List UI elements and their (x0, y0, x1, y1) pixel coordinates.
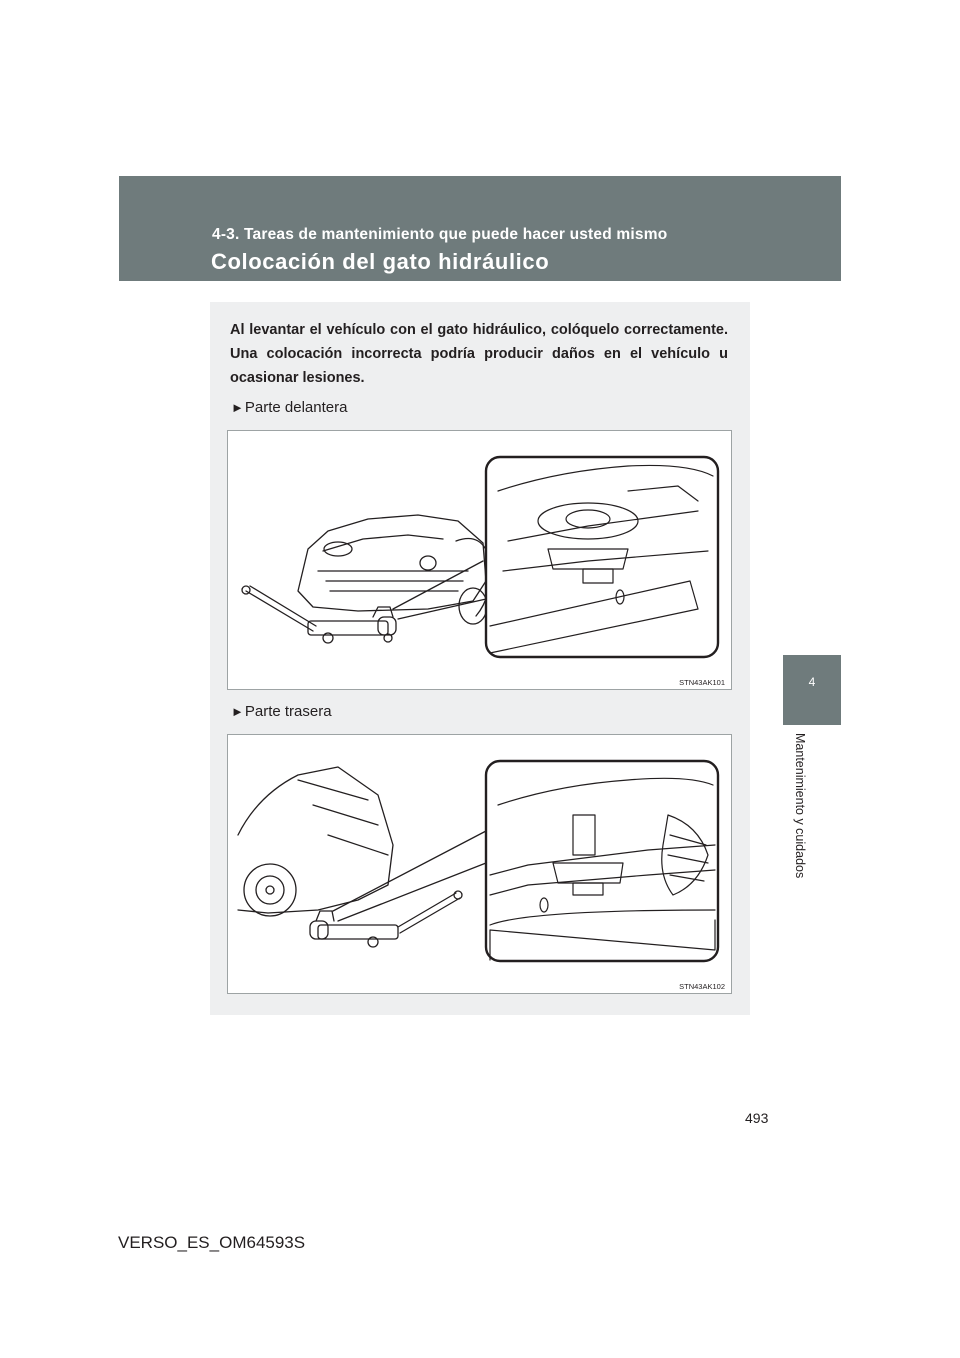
front-figure-code: STN43AK101 (679, 678, 725, 687)
right-pointer-icon: ► (231, 704, 244, 719)
right-pointer-icon: ► (231, 400, 244, 415)
rear-label-text: Parte trasera (244, 703, 332, 720)
rear-jack-drawing (228, 735, 733, 995)
chapter-title: Mantenimiento y cuidados (793, 733, 807, 879)
section-heading: 4-3. Tareas de mantenimiento que puede hacer usted mismo (212, 226, 668, 243)
chapter-tab[interactable] (783, 655, 841, 725)
rear-figure-code: STN43AK102 (679, 982, 725, 991)
rear-jack-illustration (227, 734, 732, 994)
rear-label (231, 703, 332, 720)
front-label (231, 399, 347, 416)
document-code: VERSO_ES_OM64593S (118, 1233, 306, 1252)
chapter-number: 4 (808, 675, 816, 689)
front-jack-illustration (227, 430, 732, 690)
front-label-text: Parte delantera (244, 399, 348, 416)
page-title: Colocación del gato hidráulico (211, 249, 550, 274)
page-number: 493 (745, 1110, 769, 1126)
intro-paragraph: Al levantar el vehículo con el gato hidráulico, colóquelo correctamente. Una colocación incorrecta podría producir daños en el vehículo u ocasionar lesiones. (230, 322, 728, 386)
front-jack-drawing (228, 431, 733, 691)
